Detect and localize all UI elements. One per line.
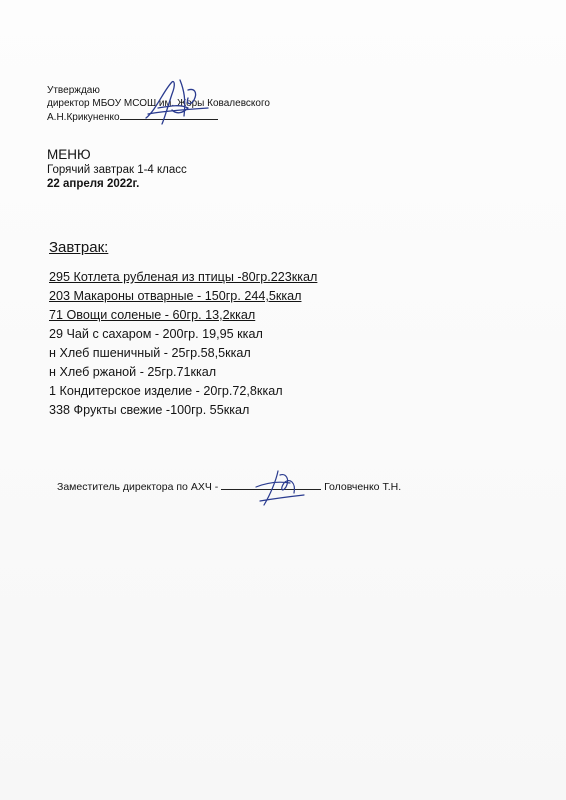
menu-item: н Хлеб ржаной - 25гр.71ккал xyxy=(49,365,217,379)
menu-header xyxy=(47,146,187,191)
menu-item: 295 Котлета рубленая из птицы -80гр.223ккал xyxy=(49,270,318,284)
footer-name: Головченко Т.Н. xyxy=(324,481,402,493)
approval-position: директор МБОУ МСОШ им. Жоры Ковалевского xyxy=(47,97,270,109)
menu-item: 338 Фрукты свежие -100гр. 55ккал xyxy=(49,403,250,417)
menu-items-list xyxy=(49,268,317,420)
approval-label: Утверждаю xyxy=(47,85,100,96)
section-title: Завтрак: xyxy=(49,239,109,256)
menu-item: 1 Кондитерское изделие - 20гр.72,8ккал xyxy=(49,384,283,398)
footer-position: Заместитель директора по АХЧ - xyxy=(57,481,219,493)
menu-subtitle: Горячий завтрак 1-4 класс xyxy=(47,164,187,176)
menu-item: 29 Чай с сахаром - 200гр. 19,95 ккал xyxy=(49,327,263,341)
menu-item: 203 Макароны отварные - 150гр. 244,5ккал xyxy=(49,289,302,303)
approval-name: А.Н.Крикуненко xyxy=(47,112,120,123)
footer-signature-line xyxy=(57,479,401,494)
menu-title: МЕНЮ xyxy=(47,147,91,162)
menu-item: н Хлеб пшеничный - 25гр.58,5ккал xyxy=(49,346,251,360)
director-signature xyxy=(128,70,218,130)
deputy-signature xyxy=(250,465,310,510)
menu-item: 71 Овощи соленые - 60гр. 13,2ккал xyxy=(49,308,256,322)
menu-date: 22 апреля 2022г. xyxy=(47,178,140,190)
